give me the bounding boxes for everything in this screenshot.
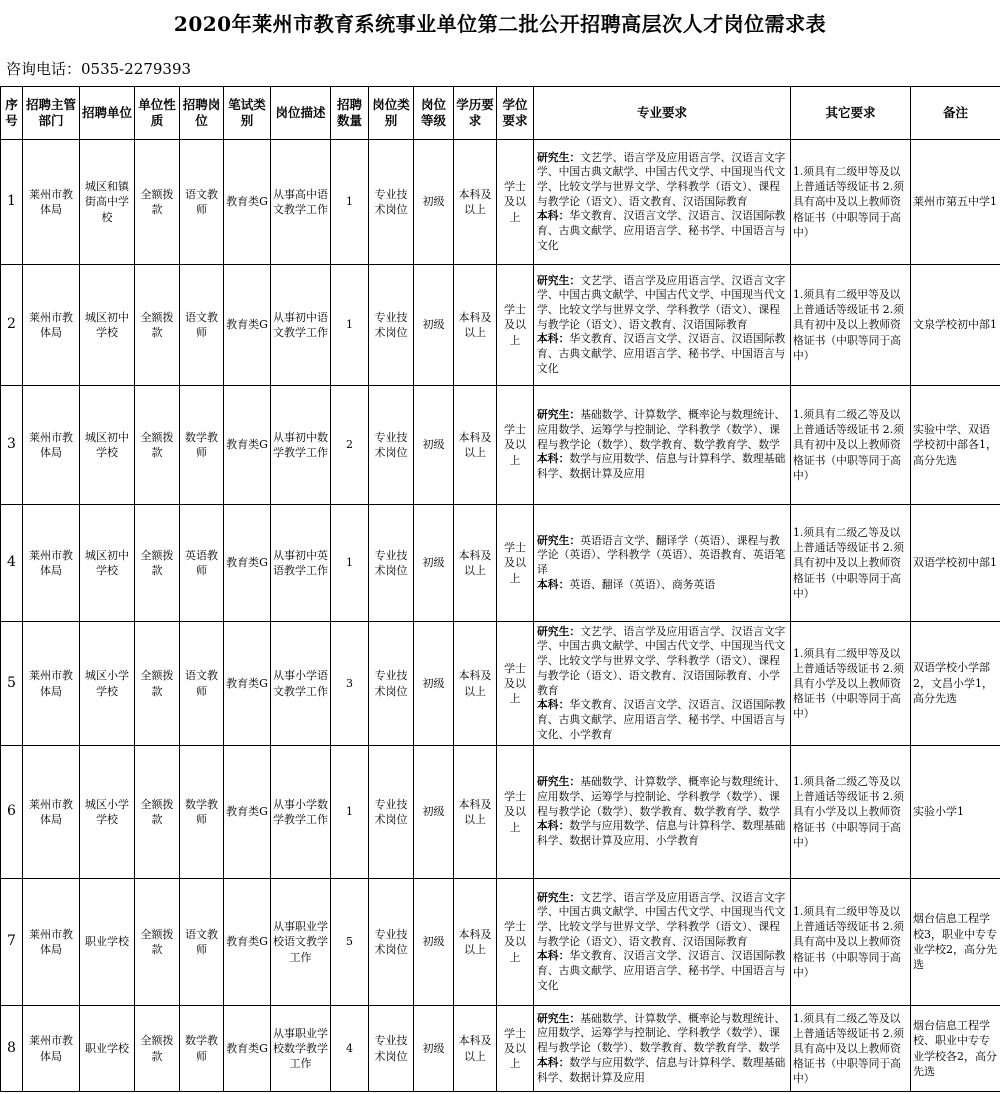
grad-majors: 文艺学、语言学及应用语言学、汉语言文字学、中国古典文献学、中国古代文学、中国现当代文学、比较文学与世界文学、学科教学（语文）、课程与教学论（语文）、语文教育、汉语国际教育 — [537, 273, 786, 331]
undergrad-majors: 英语、翻译（英语）、商务英语 — [569, 577, 716, 591]
cell-dept: 莱州市教体局 — [23, 140, 80, 265]
table-row — [1, 746, 1000, 879]
cell-seq: 8 — [1, 1006, 23, 1092]
grad-majors: 文艺学、语言学及应用语言学、汉语言文字学、中国古典文献学、中国古代文学、中国现当代文学、比较文学与世界文学、学科教学（语文）、课程与教学论（语文）、语文教育、汉语国际教育 — [537, 150, 786, 208]
cell-major — [534, 265, 791, 386]
cell-dept: 莱州市教体局 — [23, 746, 80, 879]
cell-unit: 城区初中学校 — [80, 505, 135, 622]
cell-unit-type: 全额拨款 — [135, 622, 180, 746]
cell-note: 烟台信息工程学校3，职业中专专业学校2，高分先选 — [911, 879, 1000, 1006]
cell-other: 1.须具有二级乙等及以上普通话等级证书 2.须具有初中及以上教师资格证书（中职等同于高中） — [791, 505, 911, 622]
table-header-row — [1, 87, 1000, 140]
cell-level: 初级 — [414, 505, 454, 622]
cell-post: 英语教师 — [180, 505, 224, 622]
cell-edu: 本科及以上 — [454, 140, 497, 265]
grad-label: 研究生： — [537, 273, 581, 287]
header-seq: 序号 — [1, 87, 23, 140]
undergrad-label: 本科： — [537, 452, 570, 466]
cell-note: 实验小学1 — [911, 746, 1000, 879]
cell-unit-type: 全额拨款 — [135, 140, 180, 265]
cell-unit: 城区初中学校 — [80, 265, 135, 386]
grad-label: 研究生： — [537, 150, 581, 164]
cell-major — [534, 386, 791, 505]
cell-edu: 本科及以上 — [454, 505, 497, 622]
undergrad-majors: 华文教育、汉语言文学、汉语言、汉语国际教育、古典文献学、应用语言学、秘书学、中国语言与文化 — [537, 332, 786, 375]
header-dept: 招聘主管部门 — [23, 87, 80, 140]
cell-unit: 职业学校 — [80, 879, 135, 1006]
cell-desc: 从事小学数学教学工作 — [271, 746, 331, 879]
cell-dept: 莱州市教体局 — [23, 265, 80, 386]
cell-unit-type: 全额拨款 — [135, 265, 180, 386]
cell-level: 初级 — [414, 879, 454, 1006]
grad-label: 研究生： — [537, 533, 581, 547]
cell-level: 初级 — [414, 265, 454, 386]
cell-desc: 从事小学语文教学工作 — [271, 622, 331, 746]
header-major: 专业要求 — [534, 87, 791, 140]
cell-note: 双语学校初中部1 — [911, 505, 1000, 622]
cell-desc: 从事初中语文教学工作 — [271, 265, 331, 386]
cell-major — [534, 879, 791, 1006]
cell-unit-type: 全额拨款 — [135, 746, 180, 879]
grad-label: 研究生： — [537, 775, 581, 789]
cell-unit: 城区初中学校 — [80, 386, 135, 505]
cell-count: 1 — [331, 140, 369, 265]
cell-unit-type: 全额拨款 — [135, 386, 180, 505]
cell-degree: 学士及以上 — [497, 746, 534, 879]
grad-majors: 基础数学、计算数学、概率论与数理统计、应用数学、运筹学与控制论、学科教学（数学）、课程与教学论（数学）、数学教育、数学教育学、数学 — [537, 1011, 786, 1055]
cell-count: 2 — [331, 386, 369, 505]
cell-other: 1.须具有二级甲等及以上普通话等级证书 2.须具有高中及以上教师资格证书（中职等同于高中） — [791, 140, 911, 265]
cell-edu: 本科及以上 — [454, 265, 497, 386]
cell-major — [534, 622, 791, 746]
cell-major — [534, 505, 791, 622]
cell-post-type: 专业技术岗位 — [369, 505, 414, 622]
cell-note: 莱州市第五中学1 — [911, 140, 1000, 265]
cell-note: 实验中学、双语学校初中部各1，高分先选 — [911, 386, 1000, 505]
cell-post: 数学教师 — [180, 746, 224, 879]
cell-dept: 莱州市教体局 — [23, 1006, 80, 1092]
cell-post: 语文教师 — [180, 622, 224, 746]
cell-exam: 教育类G — [224, 265, 271, 386]
cell-major — [534, 746, 791, 879]
cell-seq: 2 — [1, 265, 23, 386]
cell-other: 1.须具有二级甲等及以上普通话等级证书 2.须具有高中及以上教师资格证书（中职等同于高中） — [791, 879, 911, 1006]
grad-label: 研究生： — [537, 408, 581, 422]
cell-desc: 从事职业学校数学教学工作 — [271, 1006, 331, 1092]
grad-majors: 英语语言文学、翻译学（英语）、课程与教学论（英语）、学科教学（英语）、英语教育、英语笔译 — [537, 533, 786, 576]
table-row — [1, 505, 1000, 622]
cell-unit: 职业学校 — [80, 1006, 135, 1092]
cell-unit: 城区小学学校 — [80, 622, 135, 746]
cell-degree: 学士及以上 — [497, 879, 534, 1006]
cell-degree: 学士及以上 — [497, 1006, 534, 1092]
grad-label: 研究生： — [537, 624, 581, 638]
grad-majors: 基础数学、计算数学、概率论与数理统计、应用数学、运筹学与控制论、学科教学（数学）、课程与教学论（数学）、数学教育、数学教育学、数学 — [537, 408, 786, 451]
cell-degree: 学士及以上 — [497, 386, 534, 505]
header-post-type: 岗位类别 — [369, 87, 414, 140]
cell-other: 1.须具有二级甲等及以上普通话等级证书 2.须具有小学及以上教师资格证书（中职等同于高中） — [791, 622, 911, 746]
cell-note: 文泉学校初中部1 — [911, 265, 1000, 386]
undergrad-label: 本科： — [537, 577, 570, 591]
cell-desc: 从事初中英语教学工作 — [271, 505, 331, 622]
cell-dept: 莱州市教体局 — [23, 879, 80, 1006]
cell-post: 数学教师 — [180, 1006, 224, 1092]
cell-level: 初级 — [414, 140, 454, 265]
cell-exam: 教育类G — [224, 140, 271, 265]
cell-desc: 从事高中语文教学工作 — [271, 140, 331, 265]
grad-majors: 基础数学、计算数学、概率论与数理统计、应用数学、运筹学与控制论、学科教学（数学）、课程与教学论（数学）、数学教育、数学教育学、数学 — [537, 775, 786, 818]
grad-majors: 文艺学、语言学及应用语言学、汉语言文字学、中国古典文献学、中国古代文学、中国现当代文学、比较文学与世界文学、学科教学（语文）、课程与教学论（语文）、语文教育、汉语国际教育、小学教育 — [537, 624, 786, 697]
header-edu: 学历要求 — [454, 87, 497, 140]
cell-exam: 教育类G — [224, 1006, 271, 1092]
cell-degree: 学士及以上 — [497, 140, 534, 265]
cell-post: 语文教师 — [180, 265, 224, 386]
header-unit: 招聘单位 — [80, 87, 135, 140]
cell-unit-type: 全额拨款 — [135, 1006, 180, 1092]
header-level: 岗位等级 — [414, 87, 454, 140]
cell-desc: 从事职业学校语文教学工作 — [271, 879, 331, 1006]
cell-post-type: 专业技术岗位 — [369, 879, 414, 1006]
cell-other: 1.须具备二级乙等及以上普通话等级证书 2.须具有小学及以上教师资格证书（中职等同于高中） — [791, 746, 911, 879]
cell-post-type: 专业技术岗位 — [369, 622, 414, 746]
cell-post: 语文教师 — [180, 879, 224, 1006]
cell-count: 1 — [331, 746, 369, 879]
cell-unit: 城区和镇街高中学校 — [80, 140, 135, 265]
grad-majors: 文艺学、语言学及应用语言学、汉语言文字学、中国古典文献学、中国古代文学、中国现当代文学、比较文学与世界文学、学科教学（语文）、课程与教学论（语文）、语文教育、汉语国际教育 — [537, 890, 786, 948]
cell-count: 4 — [331, 1006, 369, 1092]
undergrad-label: 本科： — [537, 209, 570, 223]
cell-post-type: 专业技术岗位 — [369, 1006, 414, 1092]
cell-seq: 4 — [1, 505, 23, 622]
cell-post-type: 专业技术岗位 — [369, 265, 414, 386]
cell-unit-type: 全额拨款 — [135, 879, 180, 1006]
cell-other: 1.须具有二级甲等及以上普通话等级证书 2.须具有初中及以上教师资格证书（中职等同于高中） — [791, 265, 911, 386]
cell-other: 1.须具有二级乙等及以上普通话等级证书 2.须具有初中及以上教师资格证书（中职等同于高中） — [791, 386, 911, 505]
cell-seq: 3 — [1, 386, 23, 505]
cell-exam: 教育类G — [224, 386, 271, 505]
grad-label: 研究生： — [537, 890, 581, 904]
cell-post-type: 专业技术岗位 — [369, 386, 414, 505]
table-row — [1, 622, 1000, 746]
cell-note: 双语学校小学部2，文昌小学1，高分先选 — [911, 622, 1000, 746]
cell-exam: 教育类G — [224, 879, 271, 1006]
cell-count: 1 — [331, 265, 369, 386]
cell-seq: 5 — [1, 622, 23, 746]
table-row — [1, 386, 1000, 505]
header-exam: 笔试类别 — [224, 87, 271, 140]
cell-post: 语文教师 — [180, 140, 224, 265]
cell-dept: 莱州市教体局 — [23, 622, 80, 746]
cell-post-type: 专业技术岗位 — [369, 746, 414, 879]
header-degree: 学位要求 — [497, 87, 534, 140]
undergrad-label: 本科： — [537, 332, 570, 346]
contact-phone: 咨询电话：0535-2279393 — [6, 60, 192, 78]
header-other: 其它要求 — [791, 87, 911, 140]
header-note: 备注 — [911, 87, 1000, 140]
cell-degree: 学士及以上 — [497, 505, 534, 622]
cell-major — [534, 1006, 791, 1092]
cell-edu: 本科及以上 — [454, 386, 497, 505]
cell-seq: 7 — [1, 879, 23, 1006]
table-row — [1, 879, 1000, 1006]
cell-other: 1.须具有二级乙等及以上普通话等级证书 2.须具有高中及以上教师资格证书（中职等同于高中） — [791, 1006, 911, 1092]
cell-degree: 学士及以上 — [497, 622, 534, 746]
header-unit-type: 单位性质 — [135, 87, 180, 140]
cell-dept: 莱州市教体局 — [23, 386, 80, 505]
undergrad-majors: 数学与应用数学、信息与计算科学、数理基础科学、数据计算及应用 — [537, 452, 786, 480]
table-row — [1, 140, 1000, 265]
undergrad-majors: 数学与应用数学、信息与计算科学、数理基础科学、数据计算及应用 — [537, 1055, 786, 1084]
cell-count: 5 — [331, 879, 369, 1006]
undergrad-label: 本科： — [537, 949, 570, 963]
cell-post: 数学教师 — [180, 386, 224, 505]
cell-edu: 本科及以上 — [454, 879, 497, 1006]
cell-exam: 教育类G — [224, 505, 271, 622]
grad-label: 研究生： — [537, 1011, 581, 1025]
undergrad-majors: 华文教育、汉语言文学、汉语言、汉语国际教育、古典文献学、应用语言学、秘书学、中国语言与文化 — [537, 949, 786, 992]
undergrad-majors: 数学与应用数学、信息与计算科学、数理基础科学、数据计算及应用、小学教育 — [537, 819, 786, 847]
undergrad-majors: 华文教育、汉语言文学、汉语言、汉语国际教育、古典文献学、应用语言学、秘书学、中国语言与文化、小学教育 — [537, 698, 786, 741]
cell-level: 初级 — [414, 1006, 454, 1092]
cell-post-type: 专业技术岗位 — [369, 140, 414, 265]
cell-level: 初级 — [414, 386, 454, 505]
cell-edu: 本科及以上 — [454, 746, 497, 879]
undergrad-majors: 华文教育、汉语言文学、汉语言、汉语国际教育、古典文献学、应用语言学、秘书学、中国语言与文化 — [537, 209, 786, 252]
cell-exam: 教育类G — [224, 622, 271, 746]
header-post: 招聘岗位 — [180, 87, 224, 140]
cell-level: 初级 — [414, 622, 454, 746]
cell-degree: 学士及以上 — [497, 265, 534, 386]
cell-seq: 6 — [1, 746, 23, 879]
undergrad-label: 本科： — [537, 698, 570, 712]
cell-exam: 教育类G — [224, 746, 271, 879]
page-title: 2020年莱州市教育系统事业单位第二批公开招聘高层次人才岗位需求表 — [173, 12, 827, 36]
undergrad-label: 本科： — [537, 819, 570, 833]
cell-major — [534, 140, 791, 265]
cell-edu: 本科及以上 — [454, 1006, 497, 1092]
cell-count: 3 — [331, 622, 369, 746]
header-desc: 岗位描述 — [271, 87, 331, 140]
cell-note: 烟台信息工程学校、职业中专专业学校各2，高分先选 — [911, 1006, 1000, 1092]
table-row — [1, 265, 1000, 386]
undergrad-label: 本科： — [537, 1055, 570, 1069]
cell-edu: 本科及以上 — [454, 622, 497, 746]
cell-unit: 城区小学学校 — [80, 746, 135, 879]
job-requirements-table — [0, 86, 1000, 1092]
table-row — [1, 1006, 1000, 1092]
cell-dept: 莱州市教体局 — [23, 505, 80, 622]
cell-unit-type: 全额拨款 — [135, 505, 180, 622]
cell-seq: 1 — [1, 140, 23, 265]
cell-count: 1 — [331, 505, 369, 622]
header-count: 招聘数量 — [331, 87, 369, 140]
cell-desc: 从事初中数学教学工作 — [271, 386, 331, 505]
cell-level: 初级 — [414, 746, 454, 879]
